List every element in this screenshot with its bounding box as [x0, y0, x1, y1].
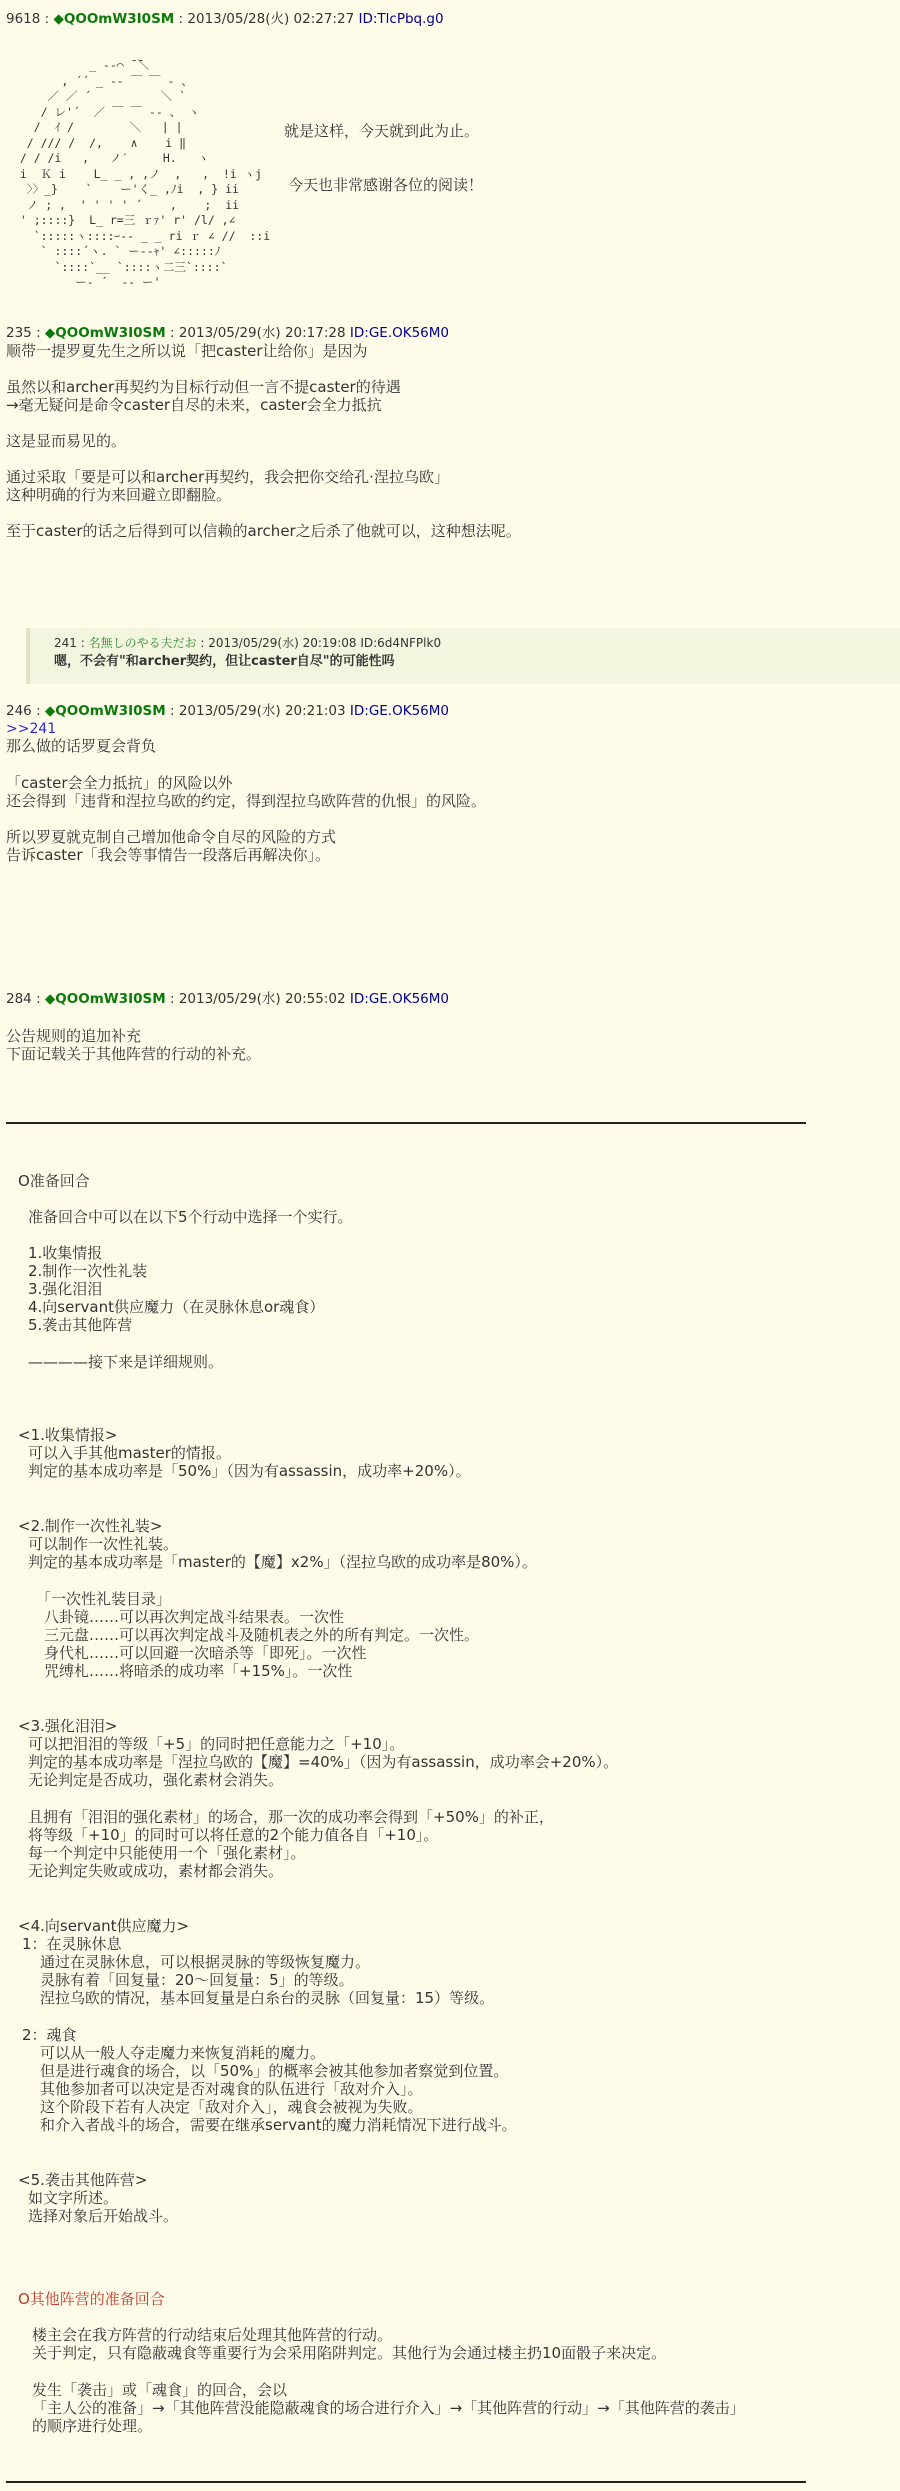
post-line: →毫无疑问是命令caster自尽的未来，caster会全力抵抗: [6, 396, 382, 414]
ascii-art: _ -‐⌒ ̄ ̄＼ , ´´ _ -‐ ￣ ￣ ‐ 、 ／ ／ ´ ＼ ` / レ'´ ／ ￣ ￣ ‐- 、 ヽ / ｲ / ＼ | | / /// / /, ∧ i ‖ / / /i , ノ′ H. ヽ i Ｋ i L_ _ , ,ノ , , !i ヽj 〉〉_} ` ー'く_ ,ﾉi , } ii ノ ; , ' ' ' ' ´ , ; ii ' ;::::} L_ r=三 ｒｧ' r' /l/ ,∠ `:::::ヽ::::ｰ-- _ _ ri ｒ ∠ // ::i ` ::::´ヽ. ` ー--ｬ' ∠:::::ﾉ `::::`__ `::::ヽ二三`::::` ー‐ ´ -- ー': [19, 58, 271, 289]
quote-date: 2013/05/29(水) 20:19:08: [208, 636, 357, 650]
rule-line: 通过在灵脉休息，可以根据灵脉的等级恢复魔力。: [40, 1953, 371, 1971]
rule-line: 发生「袭击」或「魂食」的回合，会以: [32, 2381, 288, 2399]
rule-line: 可以入手其他master的情报。: [28, 1444, 231, 1462]
rule-line: 将等级「+10」的同时可以将任意的2个能力值各自「+10」。: [28, 1826, 439, 1844]
post-date: 2013/05/29(水) 20:55:02: [178, 991, 346, 1007]
post-id[interactable]: ID:GE.OK56M0: [349, 325, 449, 341]
rule-line: 可以把泪泪的等级「+5」的同时把任意能力之「+10」。: [28, 1735, 405, 1753]
rule-heading: <3.强化泪泪>: [18, 1717, 118, 1735]
rule-line: 和介入者战斗的场合，需要在继承servant的魔力消耗情况下进行战斗。: [40, 2116, 517, 2134]
post-line: 公告规则的追加补充: [6, 1027, 142, 1045]
post-id[interactable]: ID:TlcPbq.g0: [358, 11, 444, 27]
poster-name: ◆QOOmW3I0SM: [44, 703, 166, 719]
action-item: 4.向servant供应魔力（在灵脉休息or魂食）: [28, 1298, 325, 1316]
post-number: 9618: [6, 11, 41, 27]
rules-intro: 准备回合中可以在以下5个行动中选择一个实行。: [28, 1208, 353, 1226]
divider: [6, 2481, 806, 2483]
post-id[interactable]: ID:GE.OK56M0: [349, 991, 449, 1007]
rule-line: 但是进行魂食的场合，以「50%」的概率会被其他参加者察觉到位置。: [40, 2062, 509, 2080]
rule-line: 且拥有「泪泪的强化素材」的场合，那一次的成功率会得到「+50%」的补正，: [28, 1808, 554, 1826]
quote-name: 名無しのやる夫だお: [88, 636, 197, 650]
rule-line: 涅拉乌欧的情况，基本回复量是白糸台的灵脉（回复量：15）等级。: [40, 1989, 495, 2007]
rule-subheading: 2：魂食: [22, 2026, 77, 2044]
rule-line: 可以制作一次性礼装。: [28, 1535, 179, 1553]
post-header: 235 : ◆QOOmW3I0SM : 2013/05/29(水) 20:17:28 ID:GE.OK56M0: [6, 325, 449, 341]
detail-intro: ————接下来是详细规则。: [28, 1353, 224, 1371]
post-line: 就是这样，今天就到此为止。: [284, 122, 480, 140]
post-line: 这是显而易见的。: [6, 432, 127, 450]
rule-line: 判定的基本成功率是「50%」（因为有assassin，成功率+20%）。: [28, 1462, 471, 1480]
rule-line: 灵脉有着「回复量：20～回复量：5」的等级。: [40, 1971, 354, 1989]
post-line: 下面记载关于其他阵营的行动的补充。: [6, 1045, 262, 1063]
section-title: O准备回合: [18, 1172, 90, 1190]
post-line: 今天也非常感谢各位的阅读！: [288, 176, 484, 194]
catalog-item: 八卦镜……可以再次判定战斗结果表。一次性: [44, 1608, 345, 1626]
rule-line: 其他参加者可以决定是否对魂食的队伍进行「敌对介入」。: [40, 2080, 423, 2098]
action-item: 5.袭击其他阵营: [28, 1316, 133, 1334]
rule-line: 「主人公的准备」→「其他阵营没能隐蔽魂食的场合进行介入」→「其他阵营的行动」→「其他阵营的袭击」: [32, 2399, 745, 2417]
quoted-post: [26, 628, 900, 684]
rule-heading: <1.收集情报>: [18, 1426, 118, 1444]
post-header: 9618 : ◆QOOmW3I0SM : 2013/05/28(火) 02:27:27 ID:TlcPbq.g0: [6, 11, 444, 27]
rule-subheading: 1：在灵脉休息: [22, 1935, 122, 1953]
rule-heading: <2.制作一次性礼装>: [18, 1517, 163, 1535]
post-date: 2013/05/29(水) 20:17:28: [178, 325, 346, 341]
quote-number: 241: [54, 636, 77, 650]
catalog-item: 咒缚札……将暗杀的成功率「+15%」。一次性: [44, 1662, 353, 1680]
rule-line: 每一个判定中只能使用一个「强化素材」。: [28, 1844, 306, 1862]
post-date: 2013/05/29(水) 20:21:03: [178, 703, 346, 719]
rule-line: 无论判定是否成功，强化素材会消失。: [28, 1771, 284, 1789]
section-title: O其他阵营的准备回合: [18, 2290, 165, 2308]
quote-header: 241 : 名無しのやる夫だお : 2013/05/29(水) 20:19:08 ID:6d4NFPlk0: [54, 636, 442, 650]
catalog-item: 三元盘……可以再次判定战斗及随机表之外的所有判定。一次性。: [44, 1626, 480, 1644]
post-line: 所以罗夏就克制自己增加他命令自尽的风险的方式: [6, 828, 337, 846]
quote-id: ID:6d4NFPlk0: [360, 636, 442, 650]
post-line: 通过采取「要是可以和archer再契约，我会把你交给孔·涅拉乌欧」: [6, 468, 449, 486]
post-date: 2013/05/28(火) 02:27:27: [187, 11, 355, 27]
rule-line: 判定的基本成功率是「涅拉乌欧的【魔】=40%」（因为有assassin，成功率会+20%）。: [28, 1753, 619, 1771]
post-number: 284: [6, 991, 32, 1007]
poster-name: ◆QOOmW3I0SM: [53, 11, 175, 27]
action-item: 2.制作一次性礼装: [28, 1262, 148, 1280]
rule-line: 判定的基本成功率是「master的【魔】x2%」（涅拉乌欧的成功率是80%）。: [28, 1553, 537, 1571]
rule-heading: <5.袭击其他阵营>: [18, 2171, 148, 2189]
divider: [6, 1122, 806, 1124]
post-header: 284 : ◆QOOmW3I0SM : 2013/05/29(水) 20:55:02 ID:GE.OK56M0: [6, 991, 449, 1007]
rule-line: 如文字所述。: [28, 2189, 119, 2207]
rule-line: 楼主会在我方阵营的行动结束后处理其他阵营的行动。: [32, 2326, 393, 2344]
post-line: 那么做的话罗夏会背负: [6, 737, 157, 755]
post-header: 246 : ◆QOOmW3I0SM : 2013/05/29(水) 20:21:03 ID:GE.OK56M0: [6, 703, 449, 719]
poster-name: ◆QOOmW3I0SM: [44, 991, 166, 1007]
post-id[interactable]: ID:GE.OK56M0: [349, 703, 449, 719]
rule-line: 的顺序进行处理。: [32, 2417, 153, 2435]
rule-line: 这个阶段下若有人决定「敌对介入」，魂食会被视为失败。: [40, 2098, 423, 2116]
post-line: 至于caster的话之后得到可以信赖的archer之后杀了他就可以，这种想法呢。: [6, 522, 521, 540]
post-line: 还会得到「违背和涅拉乌欧的约定，得到涅拉乌欧阵营的仇恨」的风险。: [6, 792, 487, 810]
action-item: 1.收集情报: [28, 1244, 103, 1262]
catalog-item: 身代札……可以回避一次暗杀等「即死」。一次性: [44, 1644, 367, 1662]
post-line: 顺带一提罗夏先生之所以说「把caster让给你」是因为: [6, 342, 368, 360]
post-line: 告诉caster「我会等事情告一段落后再解决你」。: [6, 846, 331, 864]
quote-text: 嗯，不会有"和archer契约，但让caster自尽"的可能性吗: [54, 654, 395, 669]
post-line: 这种明确的行为来回避立即翻脸。: [6, 486, 232, 504]
rule-line: 关于判定，只有隐蔽魂食等重要行为会采用陷阱判定。其他行为会通过楼主扔10面骰子来决定。: [32, 2344, 667, 2362]
rule-line: 可以从一般人夺走魔力来恢复消耗的魔力。: [40, 2044, 326, 2062]
post-number: 235: [6, 325, 32, 341]
rule-line: 无论判定失败或成功，素材都会消失。: [28, 1862, 284, 1880]
action-item: 3.强化泪泪: [28, 1280, 103, 1298]
reply-anchor-link[interactable]: >>241: [6, 721, 57, 737]
catalog-title: 「一次性礼装目录」: [36, 1590, 172, 1608]
post-number: 246: [6, 703, 32, 719]
poster-name: ◆QOOmW3I0SM: [44, 325, 166, 341]
rule-heading: <4.向servant供应魔力>: [18, 1917, 190, 1935]
rule-line: 选择对象后开始战斗。: [28, 2207, 179, 2225]
post-line: 「caster会全力抵抗」的风险以外: [6, 774, 233, 792]
post-line: 虽然以和archer再契约为目标行动但一言不提caster的待遇: [6, 378, 401, 396]
